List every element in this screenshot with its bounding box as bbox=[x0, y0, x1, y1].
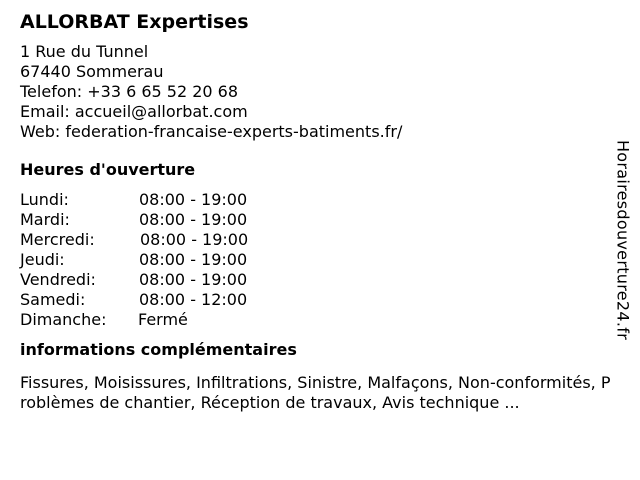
hours-row-monday bbox=[20, 190, 620, 210]
closed-label: Fermé bbox=[138, 310, 188, 329]
day-label: Lundi: bbox=[20, 190, 69, 209]
site-watermark: Horairesdouverture24.fr bbox=[613, 139, 633, 341]
phone-line: Telefon: +33 6 65 52 20 68 bbox=[20, 82, 239, 101]
day-label: Samedi: bbox=[20, 290, 86, 309]
opening-hours-table bbox=[20, 190, 620, 330]
time-range: 08:00 - 19:00 bbox=[139, 210, 248, 229]
city-line: 67440 Sommerau bbox=[20, 62, 164, 81]
day-label: Dimanche: bbox=[20, 310, 107, 329]
day-label: Mardi: bbox=[20, 210, 70, 229]
hours-row-friday bbox=[20, 270, 620, 290]
additional-info-heading: informations complémentaires bbox=[20, 340, 297, 359]
time-range: 08:00 - 19:00 bbox=[139, 250, 248, 269]
additional-info-text: Fissures, Moisissures, Infiltrations, Sinistre, Malfaçons, Non-conformités, Problèmes de chantier, Réception de travaux, Avis technique ... bbox=[20, 373, 611, 412]
hours-row-thursday bbox=[20, 250, 620, 270]
opening-hours-heading: Heures d'ouverture bbox=[20, 160, 196, 179]
day-label: Mercredi: bbox=[20, 230, 95, 249]
time-range: 08:00 - 19:00 bbox=[139, 190, 248, 209]
day-label: Vendredi: bbox=[20, 270, 96, 289]
hours-row-sunday bbox=[20, 310, 620, 330]
company-name: ALLORBAT Expertises bbox=[20, 11, 249, 33]
hours-row-saturday bbox=[20, 290, 620, 310]
time-range: 08:00 - 19:00 bbox=[139, 270, 248, 289]
email-line: Email: accueil@allorbat.com bbox=[20, 102, 248, 121]
day-label: Jeudi: bbox=[20, 250, 65, 269]
time-range: 08:00 - 19:00 bbox=[140, 230, 249, 249]
website-line: Web: federation-francaise-experts-batiments.fr/ bbox=[20, 122, 403, 141]
time-range: 08:00 - 12:00 bbox=[139, 290, 248, 309]
street-address: 1 Rue du Tunnel bbox=[20, 42, 149, 61]
business-card bbox=[20, 8, 620, 413]
hours-row-wednesday bbox=[20, 230, 620, 250]
hours-row-tuesday bbox=[20, 210, 620, 230]
address-block bbox=[20, 42, 620, 142]
